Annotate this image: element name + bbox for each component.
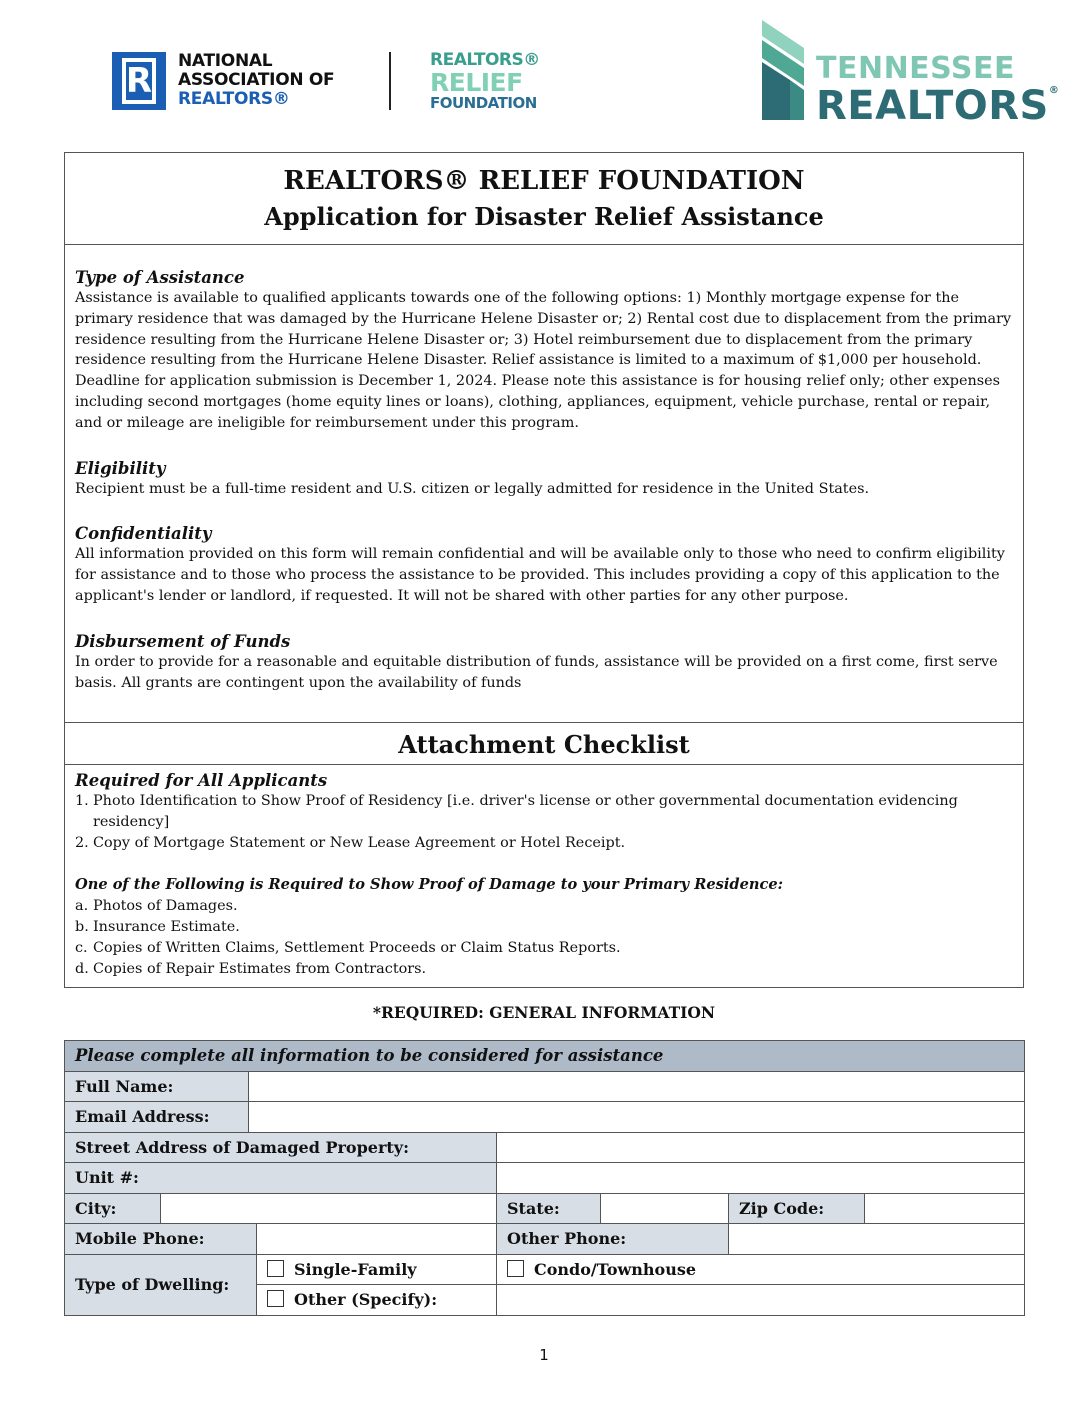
section-text-type-of-assistance: Assistance is available to qualified applicants towards one of the following options: 1) Monthly mortgage expense for the primary residence that was damaged by the Hurricane Helene Disaster or; 2) Rental cost due to displacement from the primary residence resulting from the Hurricane Helene Disaster or; 3) Hotel reimbursement due to displacement from the primary residence resulting from the Hurricane Helene Disaster. Relief assistance is limited to a maximum of $1,000 per household. Deadline for application submission is December 1, 2024. Please note this assistance is for housing relief only; other expenses including second mortgages (home equity lines or loans), clothing, appliances, equipment, vehicle purchase, rental or repair, and or mileage are ineligible for reimbursement under this program. — [75, 290, 1012, 431]
list-item — [75, 791, 1013, 833]
section-text-eligibility: Recipient must be a full-time resident and U.S. citizen or legally admitted for residence in the United States. — [75, 480, 870, 497]
list-marker: a. — [75, 898, 89, 915]
tn-line2-text: REALTORS — [816, 83, 1049, 129]
list-marker: 2. — [75, 834, 89, 851]
state-label: State: — [497, 1193, 601, 1224]
table-row — [65, 1102, 1025, 1133]
checklist-area — [65, 765, 1023, 979]
dwelling-other-option — [257, 1285, 497, 1316]
checklist-title: Attachment Checklist — [65, 723, 1023, 765]
list-item — [75, 959, 1013, 980]
tennessee-realtors-logo — [760, 20, 1060, 132]
zip-code-field[interactable] — [865, 1193, 1025, 1224]
unit-label: Unit #: — [65, 1163, 497, 1194]
dwelling-type-label: Type of Dwelling: — [65, 1254, 257, 1315]
condo-townhouse-checkbox[interactable] — [507, 1260, 524, 1277]
tn-line2 — [816, 83, 1060, 129]
section-heading-eligibility: Eligibility — [75, 458, 166, 478]
damage-proof-list — [75, 896, 1013, 979]
tn-line1: TENNESSEE — [816, 51, 1016, 86]
other-phone-field[interactable] — [729, 1224, 1025, 1255]
single-family-label: Single-Family — [294, 1259, 417, 1279]
list-item-text: Copy of Mortgage Statement or New Lease Agreement or Hotel Receipt. — [93, 834, 626, 851]
mobile-phone-field[interactable] — [257, 1224, 497, 1255]
info-box — [64, 152, 1024, 988]
nar-logo — [112, 52, 362, 112]
city-field[interactable] — [161, 1193, 497, 1224]
nar-wordmark — [178, 52, 368, 109]
list-item-text: Copies of Repair Estimates from Contractors. — [93, 960, 427, 977]
required-heading: Required for All Applicants — [75, 771, 328, 790]
other-phone-label: Other Phone: — [497, 1224, 729, 1255]
list-item-text: Insurance Estimate. — [93, 918, 240, 935]
title-area — [65, 153, 1023, 245]
list-item-text: Copies of Written Claims, Settlement Proceeds or Claim Status Reports. — [93, 939, 621, 956]
other-dwelling-checkbox[interactable] — [267, 1290, 284, 1307]
tennessee-house-mark-icon — [760, 20, 820, 120]
header-logos — [0, 0, 1088, 140]
rrf-line3: FOUNDATION — [430, 94, 537, 112]
email-label: Email Address: — [65, 1102, 249, 1133]
rrf-line1: REALTORS® — [430, 50, 540, 70]
list-item — [75, 938, 1013, 959]
table-row — [65, 1132, 1025, 1163]
list-item-text: Photos of Damages. — [93, 898, 238, 915]
list-marker: b. — [75, 918, 89, 935]
street-address-field[interactable] — [497, 1132, 1025, 1163]
state-field[interactable] — [601, 1193, 729, 1224]
info-sections — [65, 245, 1023, 723]
list-item — [75, 896, 1013, 917]
form-header-row — [65, 1041, 1025, 1072]
other-dwelling-field[interactable] — [497, 1285, 1025, 1316]
single-family-checkbox[interactable] — [267, 1260, 284, 1277]
list-marker: c. — [75, 939, 88, 956]
page-subtitle: Application for Disaster Relief Assistance — [264, 202, 824, 231]
list-marker: 1. — [75, 793, 89, 809]
list-item — [75, 833, 1013, 854]
zip-code-label: Zip Code: — [729, 1193, 865, 1224]
email-field[interactable] — [249, 1102, 1025, 1133]
dwelling-single-family-option — [257, 1254, 497, 1285]
table-row — [65, 1254, 1025, 1285]
full-name-label: Full Name: — [65, 1071, 249, 1102]
table-row — [65, 1224, 1025, 1255]
tn-reg-mark: ® — [1048, 85, 1060, 96]
section-heading-disbursement: Disbursement of Funds — [75, 631, 291, 651]
page-title: REALTORS® RELIEF FOUNDATION — [283, 166, 805, 196]
list-item-text: Photo Identification to Show Proof of Residency [i.e. driver's license or other governmental documentation evidencing residency] — [93, 793, 958, 830]
rrf-logo — [430, 52, 570, 111]
general-info-form — [64, 1040, 1025, 1316]
full-name-field[interactable] — [249, 1071, 1025, 1102]
section-text-disbursement: In order to provide for a reasonable and equitable distribution of funds, assistance will be provided on a first come, first serve basis. All grants are contingent upon the availability of funds — [75, 653, 998, 691]
table-row — [65, 1071, 1025, 1102]
city-label: City: — [65, 1193, 161, 1224]
other-specify-label: Other (Specify): — [294, 1290, 438, 1310]
street-address-label: Street Address of Damaged Property: — [65, 1132, 497, 1163]
form-header: Please complete all information to be considered for assistance — [65, 1041, 1025, 1072]
nar-r-letter: R — [122, 58, 156, 104]
list-marker: d. — [75, 960, 89, 977]
unit-field[interactable] — [497, 1163, 1025, 1194]
dwelling-condo-option — [497, 1254, 1025, 1285]
tennessee-wordmark — [816, 51, 1060, 129]
nar-line2: ASSOCIATION OF — [178, 70, 335, 90]
rrf-line2: RELIEF — [430, 68, 523, 97]
section-heading-confidentiality: Confidentiality — [75, 524, 212, 544]
general-info-heading: *REQUIRED: GENERAL INFORMATION — [372, 1003, 716, 1022]
page-number: 1 — [539, 1346, 549, 1364]
damage-proof-heading: One of the Following is Required to Show Proof of Damage to your Primary Residence: — [75, 876, 784, 894]
condo-townhouse-label: Condo/Townhouse — [534, 1259, 697, 1279]
required-list — [75, 791, 1013, 853]
table-row — [65, 1163, 1025, 1194]
logo-divider — [389, 52, 391, 110]
section-text-confidentiality: All information provided on this form will remain confidential and will be available only to those who need to confirm eligibility for assistance and to those who process the assistance to be provided. This includes providing a copy of this application to the applicant's lender or landlord, if requested. It will not be shared with other parties for any other purpose. — [75, 546, 1005, 604]
nar-line1: NATIONAL — [178, 51, 273, 71]
table-row — [65, 1193, 1025, 1224]
list-item — [75, 917, 1013, 938]
mobile-phone-label: Mobile Phone: — [65, 1224, 257, 1255]
section-heading-type-of-assistance: Type of Assistance — [75, 268, 245, 287]
nar-r-mark — [112, 52, 166, 110]
nar-line3: REALTORS® — [178, 89, 290, 109]
